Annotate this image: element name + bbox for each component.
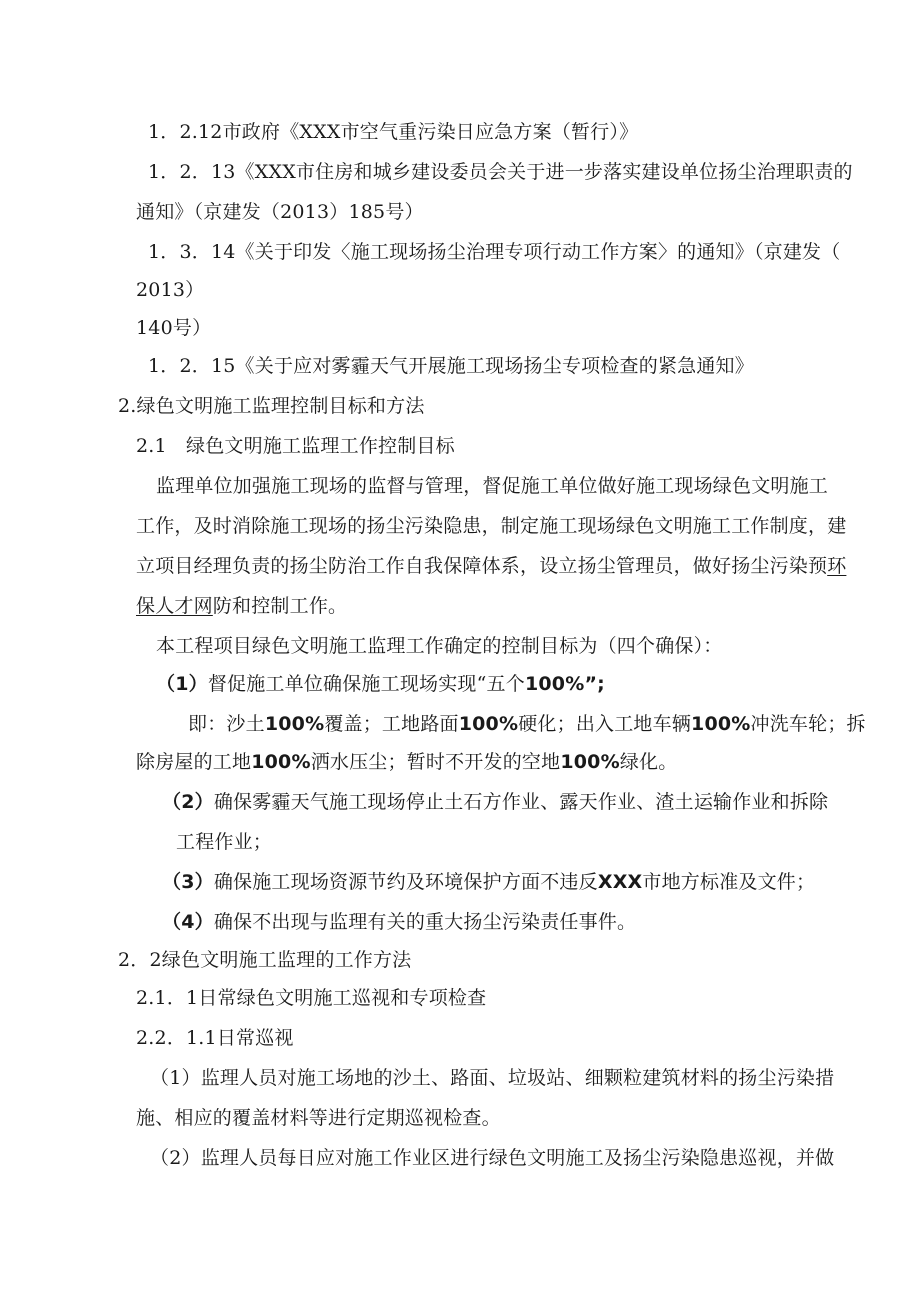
detail-text: 硬化；出入工地车辆 [518, 713, 692, 735]
ref-1-3-14-line1: 1．3．14《关于印发〈施工现场扬尘治理专项行动工作方案〉的通知》（京建发（ [148, 241, 841, 263]
detail-text: 绿化。 [619, 751, 678, 773]
goal-item-2 [162, 790, 828, 814]
goal-item-4 [162, 910, 636, 934]
ref-1-2-13-line2: 通知》（京建发（2013）185号） [136, 201, 424, 223]
paragraph-1-line2: 工作，及时消除施工现场的扬尘污染隐患，制定施工现场绿色文明施工工作制度，建 [136, 515, 847, 537]
goal-item-2-number: （2） [162, 791, 214, 813]
goal-item-3-text: 确保施工现场资源节约及环境保护方面不违反 [213, 871, 598, 893]
section-2-1-heading: 2.1 绿色文明施工监理工作控制目标 [136, 435, 455, 457]
goal-item-3-number: （3） [162, 871, 214, 893]
goal-item-4-number: （4） [162, 911, 214, 933]
goal-item-1-detail-line1 [188, 712, 866, 736]
goal-item-4-text: 确保不出现与监理有关的重大扬尘污染责任事件。 [213, 911, 637, 933]
detail-text: 即：沙土 [188, 713, 265, 735]
detail-percent: 100% [560, 751, 620, 773]
ref-1-3-14-line3: 140号） [136, 317, 212, 339]
paragraph-2: 本工程项目绿色文明施工监理工作确定的控制目标为（四个确保）： [156, 635, 723, 657]
talent-link-part2[interactable]: 保人才网 [136, 595, 213, 617]
detail-percent: 100% [458, 713, 519, 735]
ref-1-3-14-line2: 2013） [136, 279, 205, 301]
goal-item-1-number: （1） [156, 673, 208, 695]
goal-item-1-text: 督促施工单位确保施工现场实现“五个 [207, 673, 525, 695]
goal-item-3-bold: XXX [597, 871, 643, 893]
goal-item-1-bold: 100%”; [524, 673, 605, 695]
goal-item-2-text: 确保雾霾天气施工现场停止土石方作业、露天作业、渣土运输作业和拆除 [213, 791, 829, 813]
paragraph-1-line4 [136, 594, 347, 618]
section-2-2-heading: 2．2绿色文明施工监理的工作方法 [118, 949, 412, 971]
section-2-1-1: 2.1．1日常绿色文明施工巡视和专项检查 [136, 987, 487, 1009]
paragraph-3-line2: 施、相应的覆盖材料等进行定期巡视检查。 [136, 1107, 501, 1129]
detail-text: 洒水压尘；暂时不开发的空地 [310, 751, 561, 773]
talent-link-part1[interactable]: 环 [827, 555, 847, 577]
detail-percent: 100% [264, 713, 325, 735]
paragraph-1-line1: 监理单位加强施工现场的监督与管理，督促施工单位做好施工现场绿色文明施工 [156, 475, 829, 497]
section-2-heading: 2.绿色文明施工监理控制目标和方法 [118, 395, 425, 417]
section-2-2-1-1: 2.2．1.1日常巡视 [136, 1027, 294, 1049]
goal-item-3-text-end: 市地方标准及文件； [642, 871, 816, 893]
detail-text: 除房屋的工地 [136, 751, 252, 773]
detail-text: 覆盖；工地路面 [324, 713, 459, 735]
paragraph-1-line3 [136, 554, 846, 578]
paragraph-1-line3-text: 立项目经理负责的扬尘防治工作自我保障体系，设立扬尘管理员，做好扬尘污染预 [136, 555, 828, 577]
detail-percent: 100% [691, 713, 751, 735]
goal-item-3 [162, 870, 815, 894]
ref-1-2-12: 1．2.12市政府《XXX市空气重污染日应急方案（暂行）》 [148, 121, 639, 143]
goal-item-1-detail-line2 [136, 750, 677, 774]
goal-item-1 [156, 672, 605, 696]
goal-item-2-continuation: 工程作业； [176, 831, 273, 853]
paragraph-1-line4-text: 防和控制工作。 [212, 595, 348, 617]
ref-1-2-15: 1．2．15《关于应对雾霾天气开展施工现场扬尘专项检查的紧急通知》 [148, 355, 754, 377]
detail-text: 冲洗车轮；拆 [750, 713, 866, 735]
paragraph-3-line1: （1）监理人员对施工场地的沙土、路面、垃圾站、细颗粒建筑材料的扬尘污染措 [150, 1067, 835, 1089]
paragraph-4-line1: （2）监理人员每日应对施工作业区进行绿色文明施工及扬尘污染隐患巡视，并做 [150, 1147, 835, 1169]
ref-1-2-13-line1: 1．2．13《XXX市住房和城乡建设委员会关于进一步落实建设单位扬尘治理职责的 [148, 161, 853, 183]
detail-percent: 100% [251, 751, 311, 773]
